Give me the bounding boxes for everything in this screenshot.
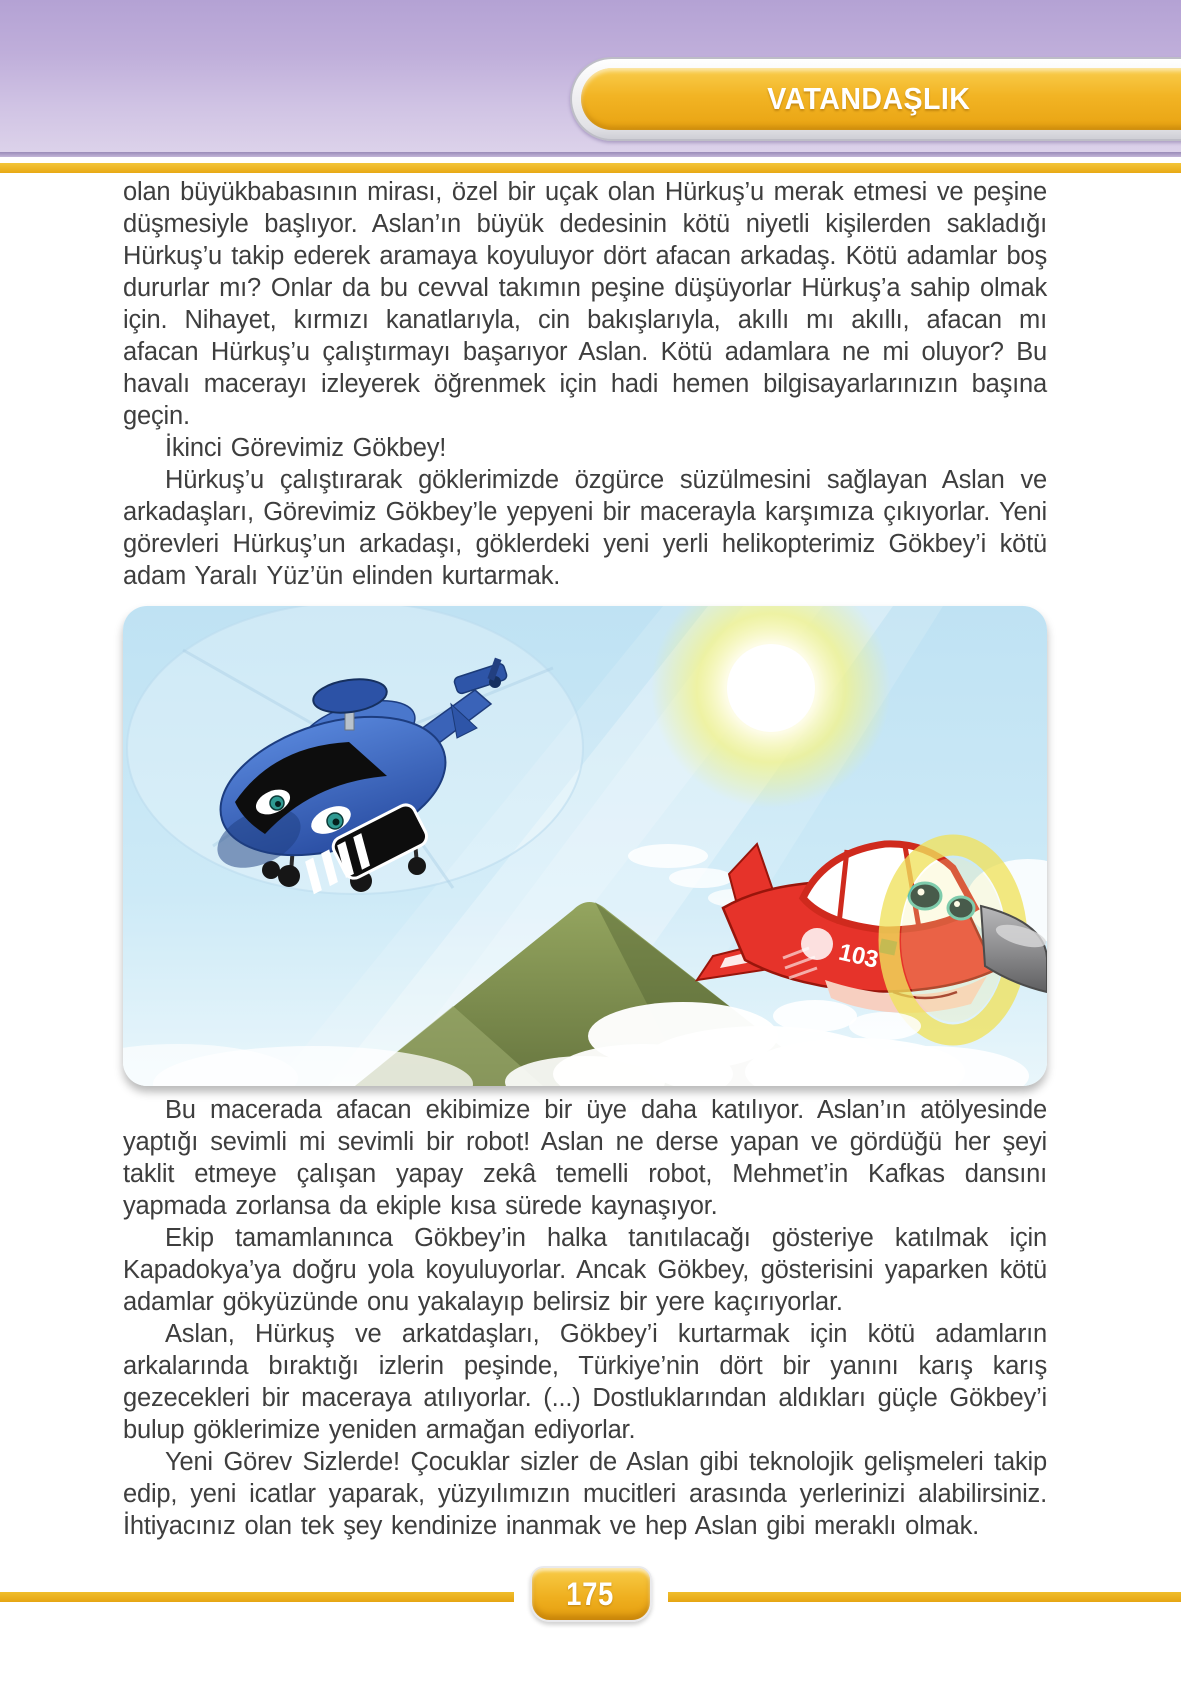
header-band: [0, 0, 1181, 152]
section-banner: [570, 57, 1181, 141]
header-underline: [0, 152, 1181, 157]
gold-rule-top: [0, 163, 1181, 173]
story-illustration: [123, 606, 1047, 1086]
plane-number: 103: [836, 938, 881, 974]
paragraph: Bu macerada afacan ekibimize bir üye daha katılıyor. Aslan’ın atölyesinde yaptığı sevimli mi sevimli bir robot! Aslan ne derse yapan ve gördüğü her şeyi taklit etmeye çalışan yapay zekâ temelli robot, Mehmet’in Kafkas dansını yapmada zorlansa da ekiple kısa sürede kaynaşıyor.: [123, 1096, 1047, 1220]
paragraph: olan büyükbabasının mirası, özel bir uçak olan Hürkuş’u merak etmesi ve peşine düşmesiyle başlıyor. Aslan’ın büyük dedesinin kötü niyetli kişilerden sakladığı Hürkuş’u takip ederek aramaya koyuluyor dört afacan arkadaş. Kötü adamlar boş dururlar mı? Onlar da bu cevval takımın peşine düşüyorlar Hürkuş’a sahip olmak için. Nihayet, kırmızı kanatlarıyla, cin bakışlarıyla, akıllı mı akıllı, afacan mı afacan Hürkuş’u çalıştırmayı başarıyor Aslan. Kötü adamlara ne mi oluyor? Bu havalı macerayı izleyerek öğrenmek için hadi hemen bilgisayarlarınızın başına geçin.: [123, 178, 1047, 430]
page-number-badge-wrap: [514, 1560, 668, 1632]
page-number: 175: [566, 1575, 615, 1612]
paragraph: İkinci Görevimiz Gökbey!: [165, 434, 447, 462]
paragraph: Hürkuş’u çalıştırarak göklerimizde özgürce süzülmesini sağlayan Aslan ve arkadaşları, Görevimiz Gökbey’le yepyeni bir macerayla karşımıza çıkıyorlar. Yeni görevleri Hürkuş’un arkadaşı, göklerdeki yeni yerli helikopterimiz Gökbey’i kötü adam Yaralı Yüz’ün elinden kurtarmak.: [123, 466, 1047, 590]
paragraph: Ekip tamamlanınca Gökbey’in halka tanıtılacağı gösteriye katılmak için Kapadokya’ya doğru yola koyuluyorlar. Ancak Gökbey, gösterisini yaparken kötü adamlar gökyüzünde onu yakalayıp belirsiz bir yere kaçırıyorlar.: [123, 1224, 1047, 1316]
article-body: [123, 176, 1047, 1542]
page-number-badge: [530, 1566, 652, 1622]
paragraph: Yeni Görev Sizlerde! Çocuklar sizler de Aslan gibi teknolojik gelişmeleri takip edip, yeni icatlar yaparak, yüzyılımızın mucitleri arasında yerlerinizi alabilirsiniz. İhtiyacınız olan tek şey kendinize inanmak ve hep Aslan gibi meraklı olmak.: [123, 1448, 1047, 1540]
section-title: VATANDAŞLIK: [766, 81, 970, 116]
section-banner-inner: [581, 68, 1181, 130]
paragraph: Aslan, Hürkuş ve arkatdaşları, Gökbey’i kurtarmak için kötü adamların arkalarında bıraktığı izlerin peşinde, Türkiye’nin dört bir yanını karış karış gezecekleri bir maceraya atılıyorlar. (...) Dostluklarından aldıkları güçle Gökbey’i bulup göklerimize yeniden armağan ediyorlar.: [123, 1320, 1047, 1444]
